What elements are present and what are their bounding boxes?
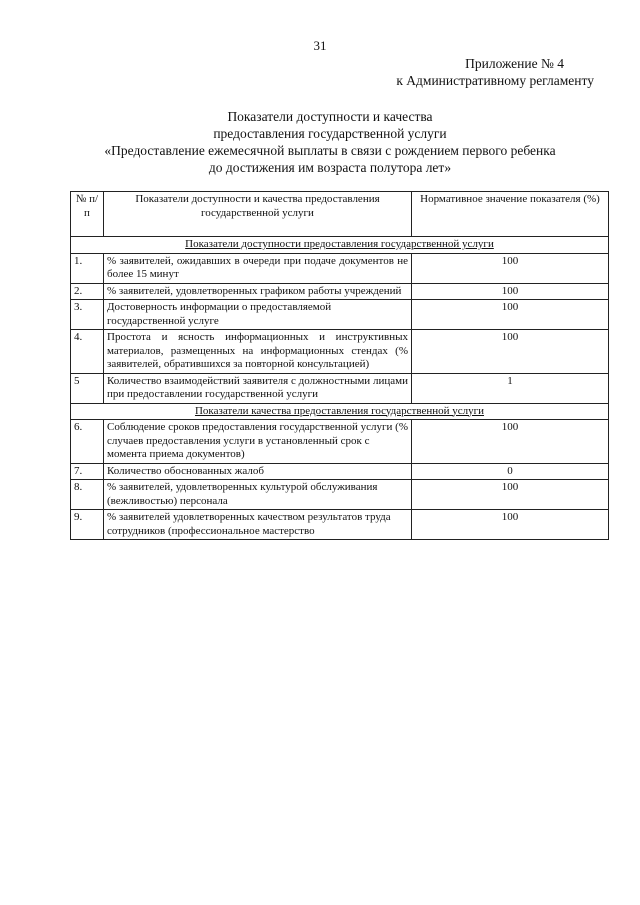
row-indicator: Соблюдение сроков предоставления государственной услуги (% случаев предоставления услуги в установленный срок с момента приема документов) xyxy=(104,420,412,464)
table-row xyxy=(71,253,609,283)
section-row xyxy=(71,237,609,254)
header-num: № п/п xyxy=(71,192,104,237)
row-num: 8. xyxy=(71,480,104,510)
row-num: 1. xyxy=(71,253,104,283)
row-indicator: Количество обоснованных жалоб xyxy=(104,463,412,480)
row-value: 100 xyxy=(412,300,609,330)
table-row xyxy=(71,510,609,540)
table-row xyxy=(71,330,609,374)
title-line-2: предоставления государственной услуги xyxy=(213,126,447,141)
table-row xyxy=(71,463,609,480)
row-value: 1 xyxy=(412,373,609,403)
table-row xyxy=(71,283,609,300)
document-title xyxy=(60,108,600,176)
appendix-number: Приложение № 4 xyxy=(465,56,564,71)
page-number: 31 xyxy=(313,38,327,53)
table-row xyxy=(71,480,609,510)
row-indicator: Простота и ясность информационных и инструктивных материалов, размещенных на информационных стендах (% заявителей, обратившихся за повторной консультацией) xyxy=(104,330,412,374)
row-indicator: Достоверность информации о предоставляемой государственной услуге xyxy=(104,300,412,330)
row-value: 100 xyxy=(412,420,609,464)
title-line-3: «Предоставление ежемесячной выплаты в связи с рождением первого ребенка xyxy=(104,143,556,158)
row-value: 100 xyxy=(412,283,609,300)
row-value: 100 xyxy=(412,480,609,510)
row-indicator: % заявителей, удовлетворенных культурой обслуживания (вежливостью) персонала xyxy=(104,480,412,510)
indicators-table xyxy=(70,191,609,540)
appendix-regulation: к Административному регламенту xyxy=(396,73,594,88)
table-row xyxy=(71,300,609,330)
row-indicator: % заявителей, удовлетворенных графиком работы учреждений xyxy=(104,283,412,300)
header-value: Нормативное значение показателя (%) xyxy=(412,192,609,237)
row-value: 100 xyxy=(412,253,609,283)
section-row xyxy=(71,403,609,420)
section-quality: Показатели качества предоставления государственной услуги xyxy=(71,403,609,420)
row-num: 6. xyxy=(71,420,104,464)
row-num: 2. xyxy=(71,283,104,300)
row-value: 0 xyxy=(412,463,609,480)
row-indicator: % заявителей, ожидавших в очереди при подаче документов не более 15 минут xyxy=(104,253,412,283)
row-num: 5 xyxy=(71,373,104,403)
section-availability: Показатели доступности предоставления государственной услуги xyxy=(71,237,609,254)
title-line-1: Показатели доступности и качества xyxy=(227,109,433,124)
row-num: 7. xyxy=(71,463,104,480)
row-value: 100 xyxy=(412,510,609,540)
appendix-reference xyxy=(396,55,594,89)
title-line-4: до достижения им возраста полутора лет» xyxy=(208,160,452,175)
row-num: 3. xyxy=(71,300,104,330)
table-row xyxy=(71,373,609,403)
table-header-row xyxy=(71,192,609,237)
row-indicator: Количество взаимодействий заявителя с должностными лицами при предоставлении государственной услуги xyxy=(104,373,412,403)
row-value: 100 xyxy=(412,330,609,374)
row-num: 9. xyxy=(71,510,104,540)
header-indicator: Показатели доступности и качества предоставления государственной услуги xyxy=(104,192,412,237)
row-num: 4. xyxy=(71,330,104,374)
row-indicator: % заявителей удовлетворенных качеством результатов труда сотрудников (профессиональное мастерство xyxy=(104,510,412,540)
table-row xyxy=(71,420,609,464)
